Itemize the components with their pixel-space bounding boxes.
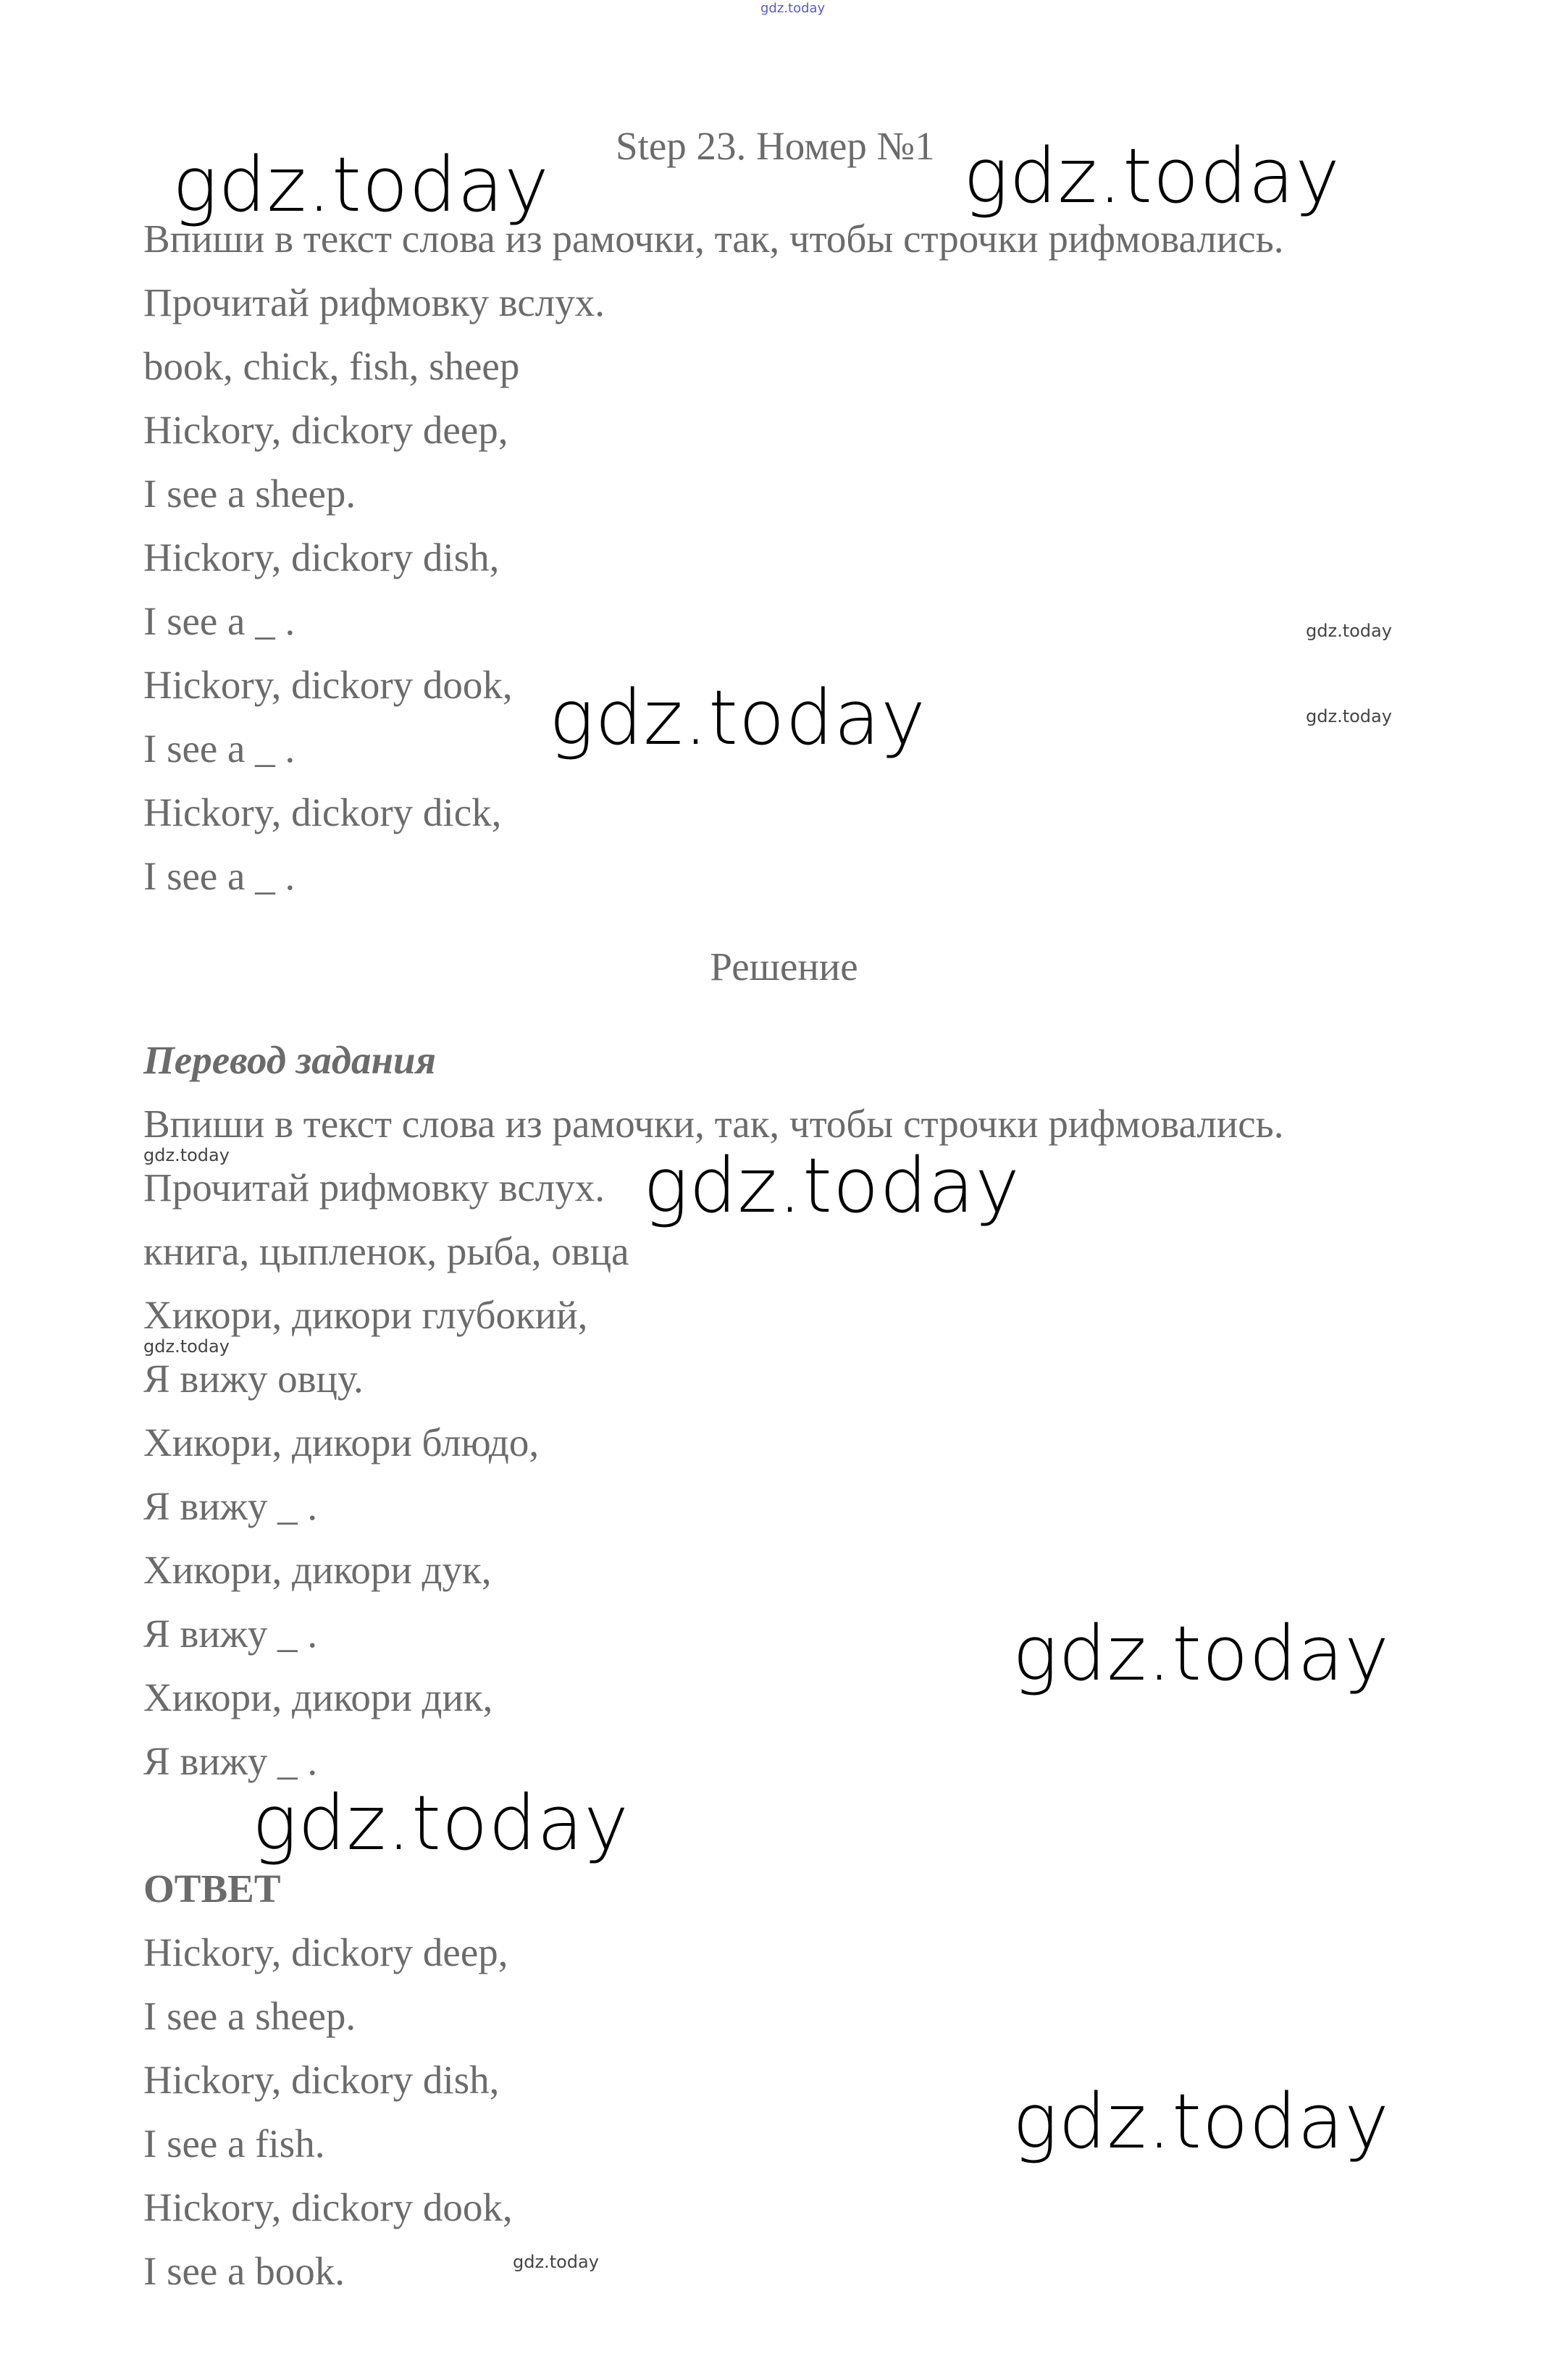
translation-line: Я вижу _ . [143, 1739, 318, 1783]
watermark-small: gdz.today [143, 1145, 230, 1165]
answer-line: I see a sheep. [143, 1994, 356, 2038]
translation-line: Хикори, дикори блюдо, [143, 1420, 540, 1465]
translation-line: Хикори, дикори дик, [143, 1675, 493, 1719]
page-title: Step 23. Номер №1 [616, 124, 935, 168]
translation-instruction-2: Прочитай рифмовку вслух. [143, 1165, 605, 1210]
translation-line: Я вижу _ . [143, 1484, 318, 1528]
translation-line: Хикори, дикори дук, [143, 1548, 492, 1592]
answer-line: Hickory, dickory dook, [143, 2185, 513, 2229]
top-watermark-link[interactable]: gdz.today [760, 1, 826, 16]
answer-line: Hickory, dickory deep, [143, 1930, 508, 1974]
task-instruction-1: Впиши в текст слова из рамочки, так, чтобы строчки рифмовались. [143, 217, 1284, 261]
task-line: Hickory, dickory dish, [143, 535, 500, 579]
watermark-large: gdz.today [252, 1779, 629, 1867]
task-line: I see a _ . [143, 599, 295, 643]
answer-line: I see a fish. [143, 2121, 325, 2166]
translation-heading: Перевод задания [143, 1038, 436, 1082]
watermark-small: gdz.today [513, 2252, 599, 2272]
translation-word-box: книга, цыпленок, рыба, овца [143, 1229, 629, 1273]
answer-line: I see a book. [143, 2249, 345, 2293]
watermark-large: gdz.today [963, 132, 1341, 220]
task-instruction-2: Прочитай рифмовку вслух. [143, 280, 605, 324]
translation-line: Я вижу овцу. [143, 1357, 364, 1401]
watermark-small: gdz.today [1306, 706, 1392, 726]
task-line: I see a sheep. [143, 472, 356, 516]
watermark-small: gdz.today [1306, 621, 1392, 641]
watermark-large: gdz.today [1013, 1609, 1390, 1698]
watermark-large: gdz.today [172, 141, 550, 229]
task-line: Hickory, dickory dick, [143, 790, 502, 834]
task-word-box: book, chick, fish, sheep [143, 344, 520, 388]
watermark-large: gdz.today [1013, 2077, 1390, 2166]
translation-instruction-1: Впиши в текст слова из рамочки, так, чтобы строчки рифмовались. [143, 1102, 1284, 1146]
translation-line: Я вижу _ . [143, 1612, 318, 1656]
answer-line: Hickory, dickory dish, [143, 2058, 500, 2102]
task-line: Hickory, dickory deep, [143, 408, 508, 452]
task-line: Hickory, dickory dook, [143, 663, 513, 707]
task-line: I see a _ . [143, 726, 295, 771]
watermark-large: gdz.today [643, 1141, 1020, 1230]
watermark-small: gdz.today [143, 1336, 230, 1357]
watermark-large: gdz.today [549, 674, 926, 762]
solution-heading: Решение [710, 944, 858, 989]
translation-line: Хикори, дикори глубокий, [143, 1293, 588, 1337]
answer-heading: ОТВЕТ [143, 1866, 281, 1911]
task-line: I see a _ . [143, 854, 295, 898]
